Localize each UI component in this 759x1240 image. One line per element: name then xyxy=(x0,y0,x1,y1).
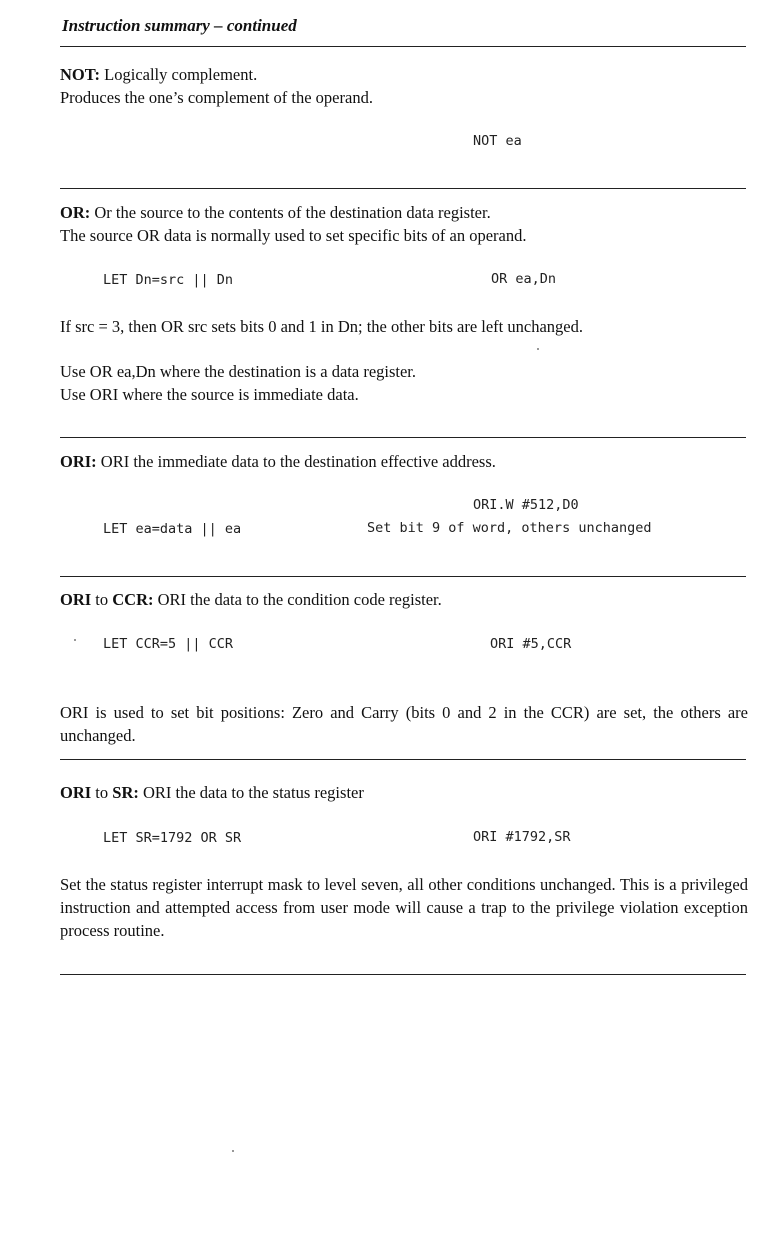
scan-speck xyxy=(537,348,539,350)
ori-sr-note: Set the status register interrupt mask to level seven, all other conditions unchanged. This is a privileged instruction and attempted access from user mode will cause a trap to the privilege violation exception process routine. xyxy=(60,875,748,940)
ori-ccr-note: ORI is used to set bit positions: Zero and Carry (bits 0 and 2 in the CCR) are set, the others are unchanged. xyxy=(60,703,748,745)
ori-comment: Set bit 9 of word, others unchanged xyxy=(367,520,652,536)
divider xyxy=(60,974,746,975)
ori-sr-heading xyxy=(60,781,364,804)
ori-code: ORI.W #512,D0 xyxy=(473,497,579,513)
ori-ccr-desc: ORI the data to the condition code register. xyxy=(157,590,442,609)
ori-sr-let: LET SR=1792 OR SR xyxy=(103,830,242,846)
ori-ccr-heading xyxy=(60,588,442,611)
or-line2: The source OR data is normally used to set specific bits of an operand. xyxy=(60,226,527,245)
divider xyxy=(60,576,746,577)
ori-heading xyxy=(60,450,496,473)
not-desc: Logically complement. xyxy=(104,65,258,84)
ori-sr-title-a: ORI xyxy=(60,783,92,802)
scan-speck xyxy=(232,1150,234,1152)
or-code: OR ea,Dn xyxy=(491,271,557,287)
not-line2: Produces the one’s complement of the operand. xyxy=(60,88,373,107)
divider xyxy=(60,188,746,189)
ori-sr-desc: ORI the data to the status register xyxy=(142,783,364,802)
ori-ccr-let: LET CCR=5 || CCR xyxy=(103,636,234,652)
ori-ccr-code: ORI #5,CCR xyxy=(490,636,572,652)
not-heading xyxy=(60,63,257,86)
ori-title: ORI: xyxy=(60,452,97,471)
ori-sr-title-b: to xyxy=(95,783,109,802)
or-let: LET Dn=src || Dn xyxy=(103,272,234,288)
ori-desc: ORI the immediate data to the destination effective address. xyxy=(100,452,496,471)
or-use2: Use ORI where the source is immediate data. xyxy=(60,385,359,404)
not-code: NOT ea xyxy=(473,133,522,149)
ori-sr-title-c: SR: xyxy=(112,783,139,802)
page-header: Instruction summary – continued xyxy=(62,16,297,35)
ori-let: LET ea=data || ea xyxy=(103,521,242,537)
or-heading xyxy=(60,201,491,224)
ori-ccr-title-b: to xyxy=(95,590,109,609)
or-desc: Or the source to the contents of the destination data register. xyxy=(94,203,491,222)
divider xyxy=(60,759,746,760)
or-title: OR: xyxy=(60,203,91,222)
ori-ccr-title-c: CCR: xyxy=(112,590,154,609)
ori-ccr-title-a: ORI xyxy=(60,590,92,609)
ori-sr-code: ORI #1792,SR xyxy=(473,829,571,845)
divider xyxy=(60,46,746,47)
not-title: NOT: xyxy=(60,65,101,84)
scan-speck xyxy=(74,639,76,641)
or-use1: Use OR ea,Dn where the destination is a data register. xyxy=(60,362,417,381)
divider xyxy=(60,437,746,438)
or-example: If src = 3, then OR src sets bits 0 and 1 in Dn; the other bits are left unchanged. xyxy=(60,317,583,336)
